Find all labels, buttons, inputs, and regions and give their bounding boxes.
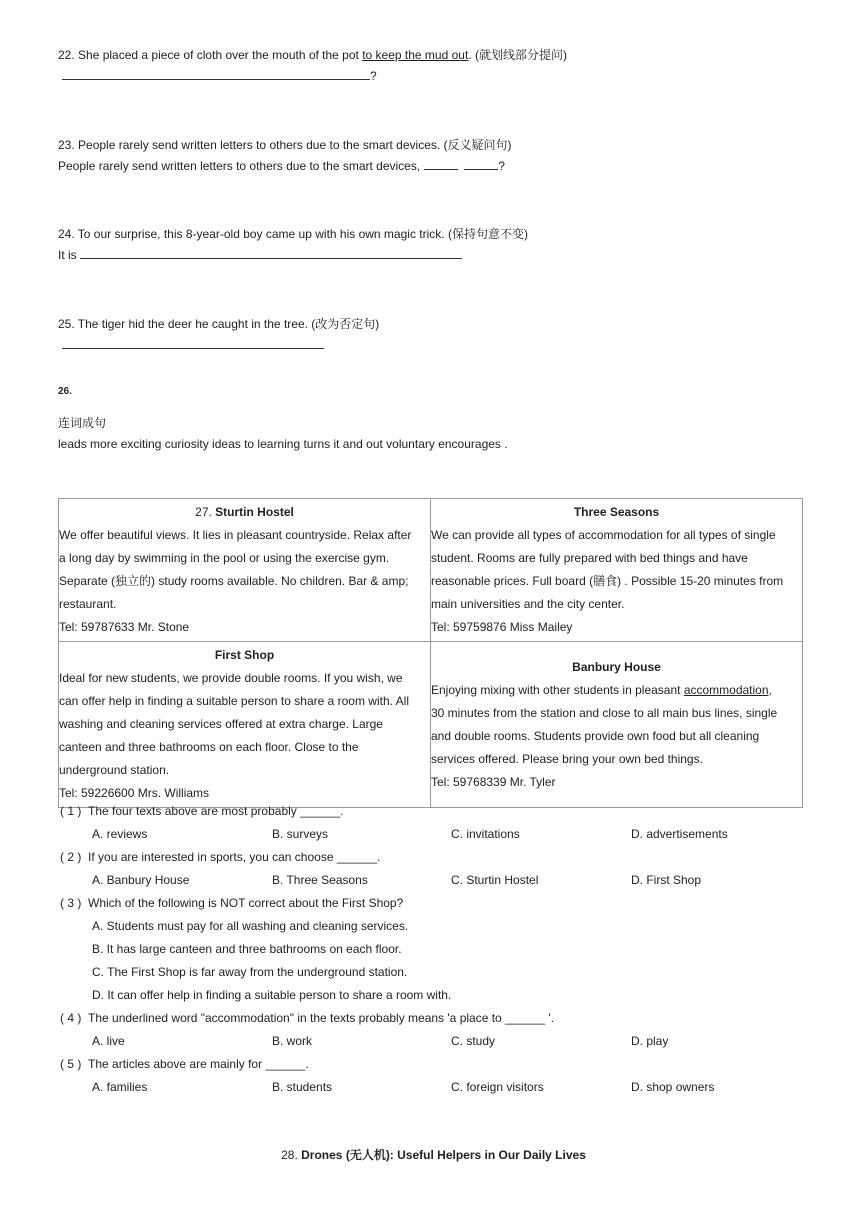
q28-title-text: Drones (无人机): Useful Helpers in Our Daily Lives xyxy=(301,1148,586,1162)
ad-tel: Tel: 59787633 Mr. Stone xyxy=(59,620,190,634)
answer-blank[interactable] xyxy=(62,69,370,80)
option-d[interactable]: D. shop owners xyxy=(631,1080,715,1094)
underlined-accommodation: accommodation xyxy=(683,682,769,697)
question-26-number: 26. xyxy=(58,386,72,397)
option-a[interactable]: A. live xyxy=(92,1034,125,1048)
subquestion-3: ( 3 ) Which of the following is NOT correct about the First Shop? xyxy=(60,896,404,910)
option-a[interactable]: A. Banbury House xyxy=(92,873,190,887)
option-d[interactable]: D. First Shop xyxy=(631,873,702,887)
ad-tel: Tel: 59226600 Mrs. Williams xyxy=(59,786,210,800)
ad-banbury-house xyxy=(431,642,803,808)
q24-answer-line xyxy=(58,248,462,262)
q24-sentence-start: It is xyxy=(58,248,81,262)
ad-title: 27. Sturtin Hostel xyxy=(195,505,294,519)
ad-line: Separate (独立的) study rooms available. No children. Bar & amp; xyxy=(59,574,409,588)
question-mark: ? xyxy=(498,159,505,173)
question-28-title xyxy=(0,1146,867,1163)
question-24: 24. To our surprise, this 8-year-old boy came up with his own magic trick. (保持句意不变) xyxy=(58,227,528,241)
option-a[interactable]: A. families xyxy=(92,1080,148,1094)
question-mark: ? xyxy=(370,69,377,83)
ad-line: We offer beautiful views. It lies in pleasant countryside. Relax after xyxy=(59,528,412,542)
ad-line: restaurant. xyxy=(59,597,117,611)
ad-first-shop xyxy=(59,642,431,808)
ad-tel: Tel: 59759876 Miss Mailey xyxy=(431,620,573,634)
ad-line: 30 minutes from the station and close to all main bus lines, single xyxy=(431,705,778,720)
option-c[interactable]: C. study xyxy=(451,1034,496,1048)
answer-blank[interactable] xyxy=(80,248,462,259)
option-d[interactable]: D. advertisements xyxy=(631,827,728,841)
q22-answer-line[interactable] xyxy=(62,69,377,83)
ad-three-seasons xyxy=(431,499,803,642)
option-c[interactable]: C. Sturtin Hostel xyxy=(451,873,539,887)
ad-sturtin-hostel xyxy=(59,499,431,642)
ad-line: Ideal for new students, we provide double rooms. If you wish, we xyxy=(59,671,403,685)
ad-line: canteen and three bathrooms on each floor. Close to the xyxy=(59,740,359,754)
ad-title: Banbury House xyxy=(572,659,661,674)
option-c[interactable]: C. foreign visitors xyxy=(451,1080,544,1094)
q22-instruction: . (就划线部分提问) xyxy=(468,48,567,62)
q23-sentence: People rarely send written letters to others due to the smart devices, xyxy=(58,159,424,173)
ad-line: We can provide all types of accommodation for all types of single xyxy=(431,528,776,542)
ad-title: Three Seasons xyxy=(573,505,660,519)
ad-title: First Shop xyxy=(214,648,275,662)
question-23: 23. People rarely send written letters to others due to the smart devices. (反义疑问句) xyxy=(58,138,512,152)
q23-answer-line xyxy=(58,159,505,173)
option-b[interactable]: B. students xyxy=(272,1080,333,1094)
ad-line: Enjoying mixing with other students in pleasant accommodation, xyxy=(431,682,772,697)
option-c[interactable]: C. invitations xyxy=(451,827,520,841)
ad-line: main universities and the city center. xyxy=(431,597,625,611)
option-b[interactable]: B. Three Seasons xyxy=(272,873,368,887)
ad-line: and double rooms. Students provide own food but all cleaning xyxy=(431,728,760,743)
ad-line: underground station. xyxy=(59,763,170,777)
answer-blank[interactable] xyxy=(62,338,324,349)
subquestion-5: ( 5 ) The articles above are mainly for ______. xyxy=(60,1057,309,1071)
q28-number: 28. xyxy=(281,1148,302,1162)
ad-line: student. Rooms are fully prepared with bed things and have xyxy=(431,551,748,565)
ads-table xyxy=(58,498,803,808)
question-22 xyxy=(58,46,567,63)
option-d[interactable]: D. It can offer help in finding a suitable person to share a room with. xyxy=(92,988,452,1002)
option-a[interactable]: A. reviews xyxy=(92,827,148,841)
ad-line: can offer help in finding a suitable person to share a room with. All xyxy=(59,694,409,708)
q22-text: 22. She placed a piece of cloth over the mouth of the pot xyxy=(58,48,363,62)
option-b[interactable]: B. It has large canteen and three bathrooms on each floor. xyxy=(92,942,402,956)
answer-blank-2[interactable] xyxy=(464,159,498,170)
q22-underlined-text: to keep the mud out xyxy=(362,48,469,62)
ad-line: washing and cleaning services offered at extra charge. Large xyxy=(59,717,383,731)
ad-tel: Tel: 59768339 Mr. Tyler xyxy=(431,774,556,789)
answer-blank-1[interactable] xyxy=(424,159,458,170)
ad-line: a long day by swimming in the pool or using the exercise gym. xyxy=(59,551,390,565)
subquestion-1: ( 1 ) The four texts above are most probably ______. xyxy=(60,804,344,818)
q26-words: leads more exciting curiosity ideas to learning turns it and out voluntary encourages . xyxy=(58,437,508,451)
ad-line: services offered. Please bring your own bed things. xyxy=(431,751,703,766)
ad-line: reasonable prices. Full board (膳食) . Possible 15-20 minutes from xyxy=(431,574,784,588)
option-d[interactable]: D. play xyxy=(631,1034,669,1048)
q25-answer-line[interactable] xyxy=(62,338,324,352)
option-b[interactable]: B. surveys xyxy=(272,827,329,841)
option-a[interactable]: A. Students must pay for all washing and cleaning services. xyxy=(92,919,409,933)
subquestion-2: ( 2 ) If you are interested in sports, you can choose ______. xyxy=(60,850,381,864)
question-25: 25. The tiger hid the deer he caught in the tree. (改为否定句) xyxy=(58,317,380,331)
subquestion-4: ( 4 ) The underlined word "accommodation" in the texts probably means 'a place to ______ '. xyxy=(60,1011,555,1025)
option-c[interactable]: C. The First Shop is far away from the underground station. xyxy=(92,965,408,979)
q26-instruction: 连词成句 xyxy=(58,416,107,430)
option-b[interactable]: B. work xyxy=(272,1034,313,1048)
